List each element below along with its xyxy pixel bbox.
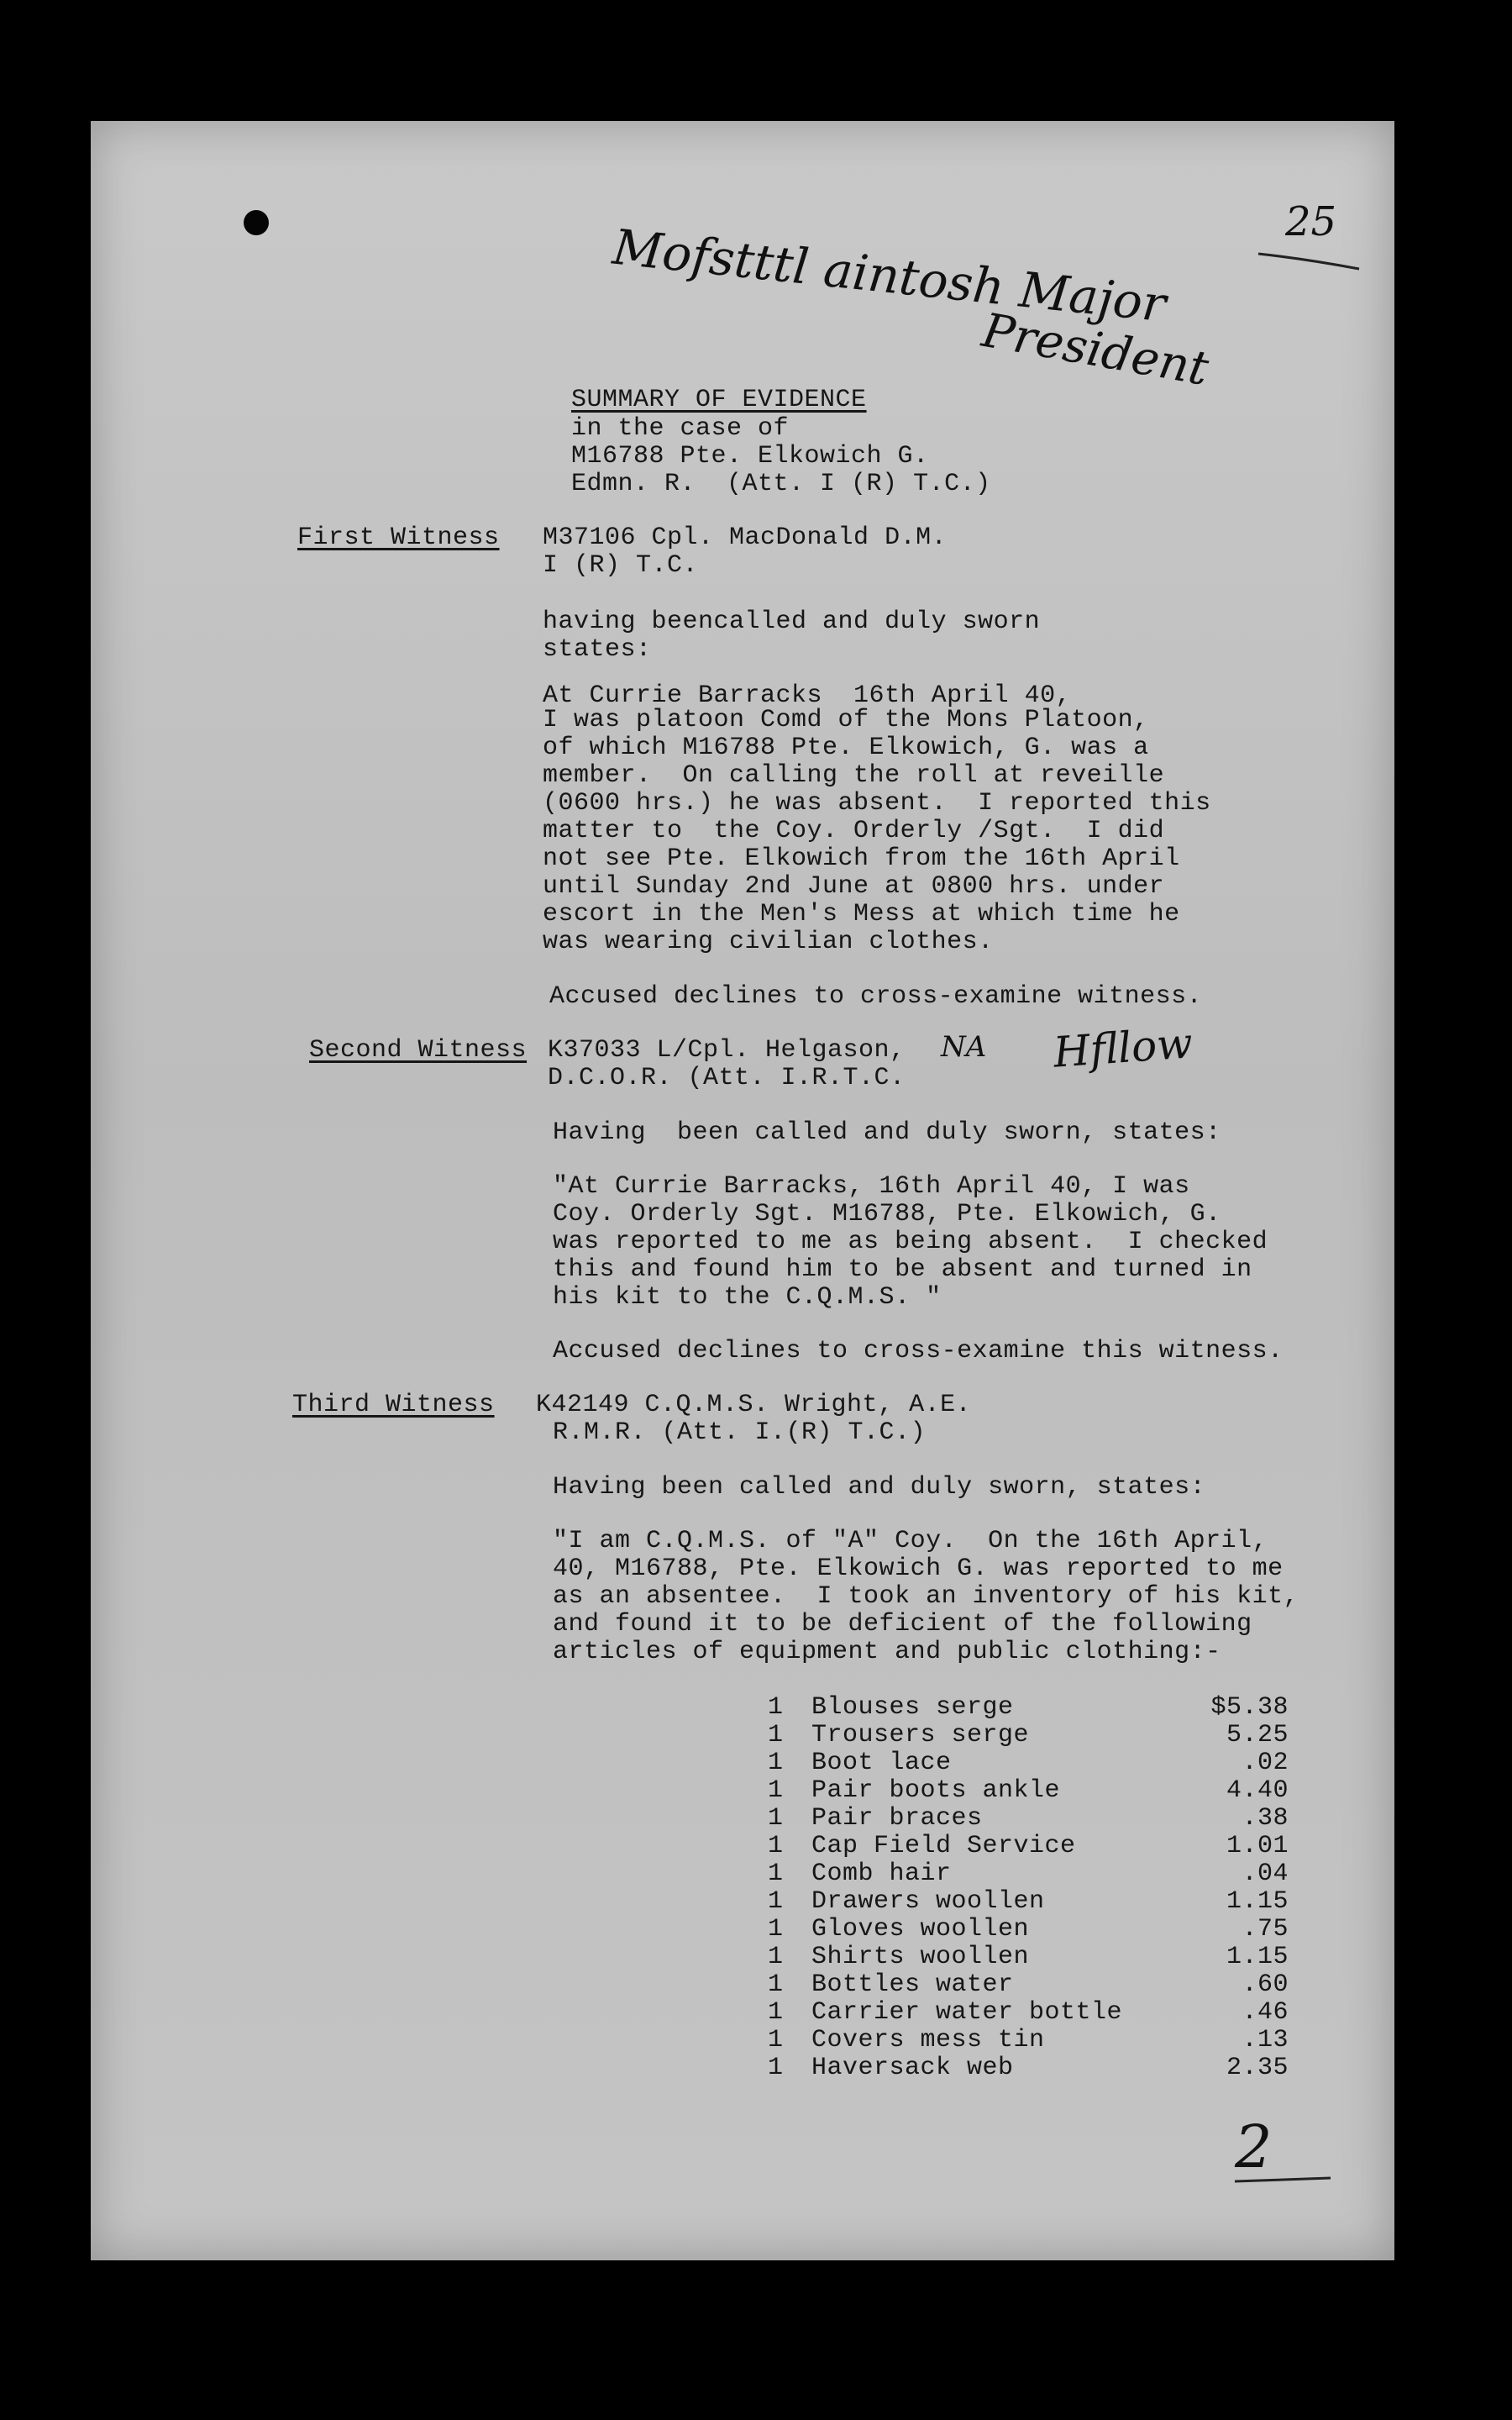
second-witness-signature: Hfllow xyxy=(1052,1018,1194,1077)
document-title: SUMMARY OF EVIDENCE xyxy=(571,386,867,414)
item-price: 5.25 xyxy=(1226,1721,1289,1749)
item-qty: 1 xyxy=(768,1804,784,1833)
item-qty: 1 xyxy=(768,1998,784,2027)
third-witness-unit: R.M.R. (Att. I.(R) T.C.) xyxy=(553,1418,927,1447)
item-desc: Pair boots ankle xyxy=(811,1776,1061,1805)
first-witness-statement-9: was wearing civilian clothes. xyxy=(543,928,994,956)
list-item xyxy=(768,1777,1289,1805)
third-witness-statement-4: and found it to be deficient of the following xyxy=(553,1610,1252,1639)
item-desc: Boot lace xyxy=(811,1749,952,1777)
first-witness-statement-4: (0600 hrs.) he was absent. I reported this xyxy=(543,789,1211,818)
item-qty: 1 xyxy=(768,1915,784,1944)
list-item xyxy=(768,1944,1289,1971)
third-witness-label: Third Witness xyxy=(292,1391,495,1419)
page-number-underline xyxy=(1255,247,1364,272)
item-qty: 1 xyxy=(768,1887,784,1916)
third-witness-statement-2: 40, M16788, Pte. Elkowich G. was reported to me xyxy=(553,1555,1284,1583)
list-item xyxy=(768,1833,1289,1860)
item-desc: Blouses serge xyxy=(811,1693,1014,1722)
first-witness-unit: I (R) T.C. xyxy=(543,551,699,580)
list-item xyxy=(768,1916,1289,1944)
item-qty: 1 xyxy=(768,1970,784,1999)
deficient-items-list xyxy=(768,1694,1289,2089)
handwritten-president: President xyxy=(978,302,1213,397)
item-price: 1.01 xyxy=(1226,1832,1289,1860)
list-item xyxy=(768,1999,1289,2027)
item-price: .46 xyxy=(1242,1998,1289,2027)
second-witness-statement-2: Coy. Orderly Sgt. M16788, Pte. Elkowich, G. xyxy=(553,1200,1221,1228)
list-item xyxy=(768,1722,1289,1749)
bottom-mark-underline xyxy=(1233,2171,1334,2188)
case-line-2: M16788 Pte. Elkowich G. xyxy=(571,442,929,471)
list-item xyxy=(768,1888,1289,1916)
item-desc: Shirts woollen xyxy=(811,1943,1030,1971)
punch-hole xyxy=(244,210,269,235)
second-witness-label: Second Witness xyxy=(309,1036,528,1065)
second-witness-sworn: Having been called and duly sworn, states: xyxy=(553,1118,1221,1147)
item-qty: 1 xyxy=(768,2026,784,2054)
item-price: .13 xyxy=(1242,2026,1289,2054)
item-desc: Drawers woollen xyxy=(811,1887,1045,1916)
first-witness-id: M37106 Cpl. MacDonald D.M. xyxy=(543,523,948,552)
bottom-mark: 2 xyxy=(1235,2112,1273,2181)
item-desc: Trousers serge xyxy=(811,1721,1030,1749)
item-qty: 1 xyxy=(768,1776,784,1805)
item-qty: 1 xyxy=(768,1832,784,1860)
first-witness-statement-7: until Sunday 2nd June at 0800 hrs. under xyxy=(543,872,1165,901)
item-price: .75 xyxy=(1242,1915,1289,1944)
item-price: $5.38 xyxy=(1210,1693,1289,1722)
list-item xyxy=(768,2054,1289,2082)
first-witness-statement-3: member. On calling the roll at reveille xyxy=(543,761,1165,790)
item-price: .02 xyxy=(1242,1749,1289,1777)
list-item xyxy=(768,1971,1289,1999)
item-desc: Cap Field Service xyxy=(811,1832,1076,1860)
first-witness-date: At Currie Barracks 16th April 40, xyxy=(543,681,1072,710)
second-witness-statement-4: this and found him to be absent and turned in xyxy=(553,1255,1252,1284)
third-witness-statement-1: "I am C.Q.M.S. of "A" Coy. On the 16th April, xyxy=(553,1527,1268,1555)
item-price: .38 xyxy=(1242,1804,1289,1833)
second-witness-unit: D.C.O.R. (Att. I.R.T.C. xyxy=(548,1064,906,1092)
first-witness-declines: Accused declines to cross-examine witness. xyxy=(549,982,1203,1011)
item-desc: Comb hair xyxy=(811,1860,952,1888)
first-witness-statement-8: escort in the Men's Mess at which time he xyxy=(543,900,1180,929)
item-desc: Gloves woollen xyxy=(811,1915,1030,1944)
list-item xyxy=(768,1805,1289,1833)
first-witness-statement-6: not see Pte. Elkowich from the 16th April xyxy=(543,844,1180,873)
first-witness-statement-5: matter to the Coy. Orderly /Sgt. I did xyxy=(543,817,1165,845)
item-qty: 1 xyxy=(768,1749,784,1777)
item-desc: Haversack web xyxy=(811,2054,1014,2082)
list-item xyxy=(768,1860,1289,1888)
item-desc: Bottles water xyxy=(811,1970,1014,1999)
third-witness-statement-3: as an absentee. I took an inventory of his kit, xyxy=(553,1582,1299,1611)
second-witness-initials: NA xyxy=(941,1030,987,1064)
item-qty: 1 xyxy=(768,1860,784,1888)
case-line-3: Edmn. R. (Att. I (R) T.C.) xyxy=(571,470,991,498)
item-desc: Pair braces xyxy=(811,1804,983,1833)
item-price: 1.15 xyxy=(1226,1887,1289,1916)
second-witness-statement-1: "At Currie Barracks, 16th April 40, I was xyxy=(553,1172,1190,1201)
list-item xyxy=(768,1749,1289,1777)
first-witness-sworn-1: having beencalled and duly sworn xyxy=(543,608,1041,636)
second-witness-statement-5: his kit to the C.Q.M.S. " xyxy=(553,1283,942,1312)
first-witness-sworn-2: states: xyxy=(543,635,652,664)
item-qty: 1 xyxy=(768,2054,784,2082)
first-witness-statement-1: I was platoon Comd of the Mons Platoon, xyxy=(543,706,1149,734)
page-number: 25 xyxy=(1285,198,1337,245)
second-witness-declines: Accused declines to cross-examine this witness. xyxy=(553,1337,1284,1365)
item-qty: 1 xyxy=(768,1721,784,1749)
third-witness-statement-5: articles of equipment and public clothing:- xyxy=(553,1638,1221,1666)
document-page xyxy=(91,121,1394,2260)
first-witness-label: First Witness xyxy=(297,523,500,552)
third-witness-id: K42149 C.Q.M.S. Wright, A.E. xyxy=(536,1391,972,1419)
second-witness-statement-3: was reported to me as being absent. I checked xyxy=(553,1228,1268,1256)
second-witness-id: K37033 L/Cpl. Helgason, xyxy=(548,1036,906,1065)
item-qty: 1 xyxy=(768,1943,784,1971)
list-item xyxy=(768,1694,1289,1722)
item-desc: Carrier water bottle xyxy=(811,1998,1123,2027)
case-line-1: in the case of xyxy=(571,414,790,443)
item-price: 2.35 xyxy=(1226,2054,1289,2082)
item-price: 4.40 xyxy=(1226,1776,1289,1805)
item-desc: Covers mess tin xyxy=(811,2026,1045,2054)
first-witness-statement-2: of which M16788 Pte. Elkowich, G. was a xyxy=(543,734,1149,762)
item-price: .60 xyxy=(1242,1970,1289,1999)
item-price: 1.15 xyxy=(1226,1943,1289,1971)
list-item xyxy=(768,2027,1289,2054)
handwritten-signature: Mofstttl aintosh Major xyxy=(610,218,1169,334)
third-witness-sworn: Having been called and duly sworn, states: xyxy=(553,1473,1206,1502)
item-qty: 1 xyxy=(768,1693,784,1722)
item-price: .04 xyxy=(1242,1860,1289,1888)
